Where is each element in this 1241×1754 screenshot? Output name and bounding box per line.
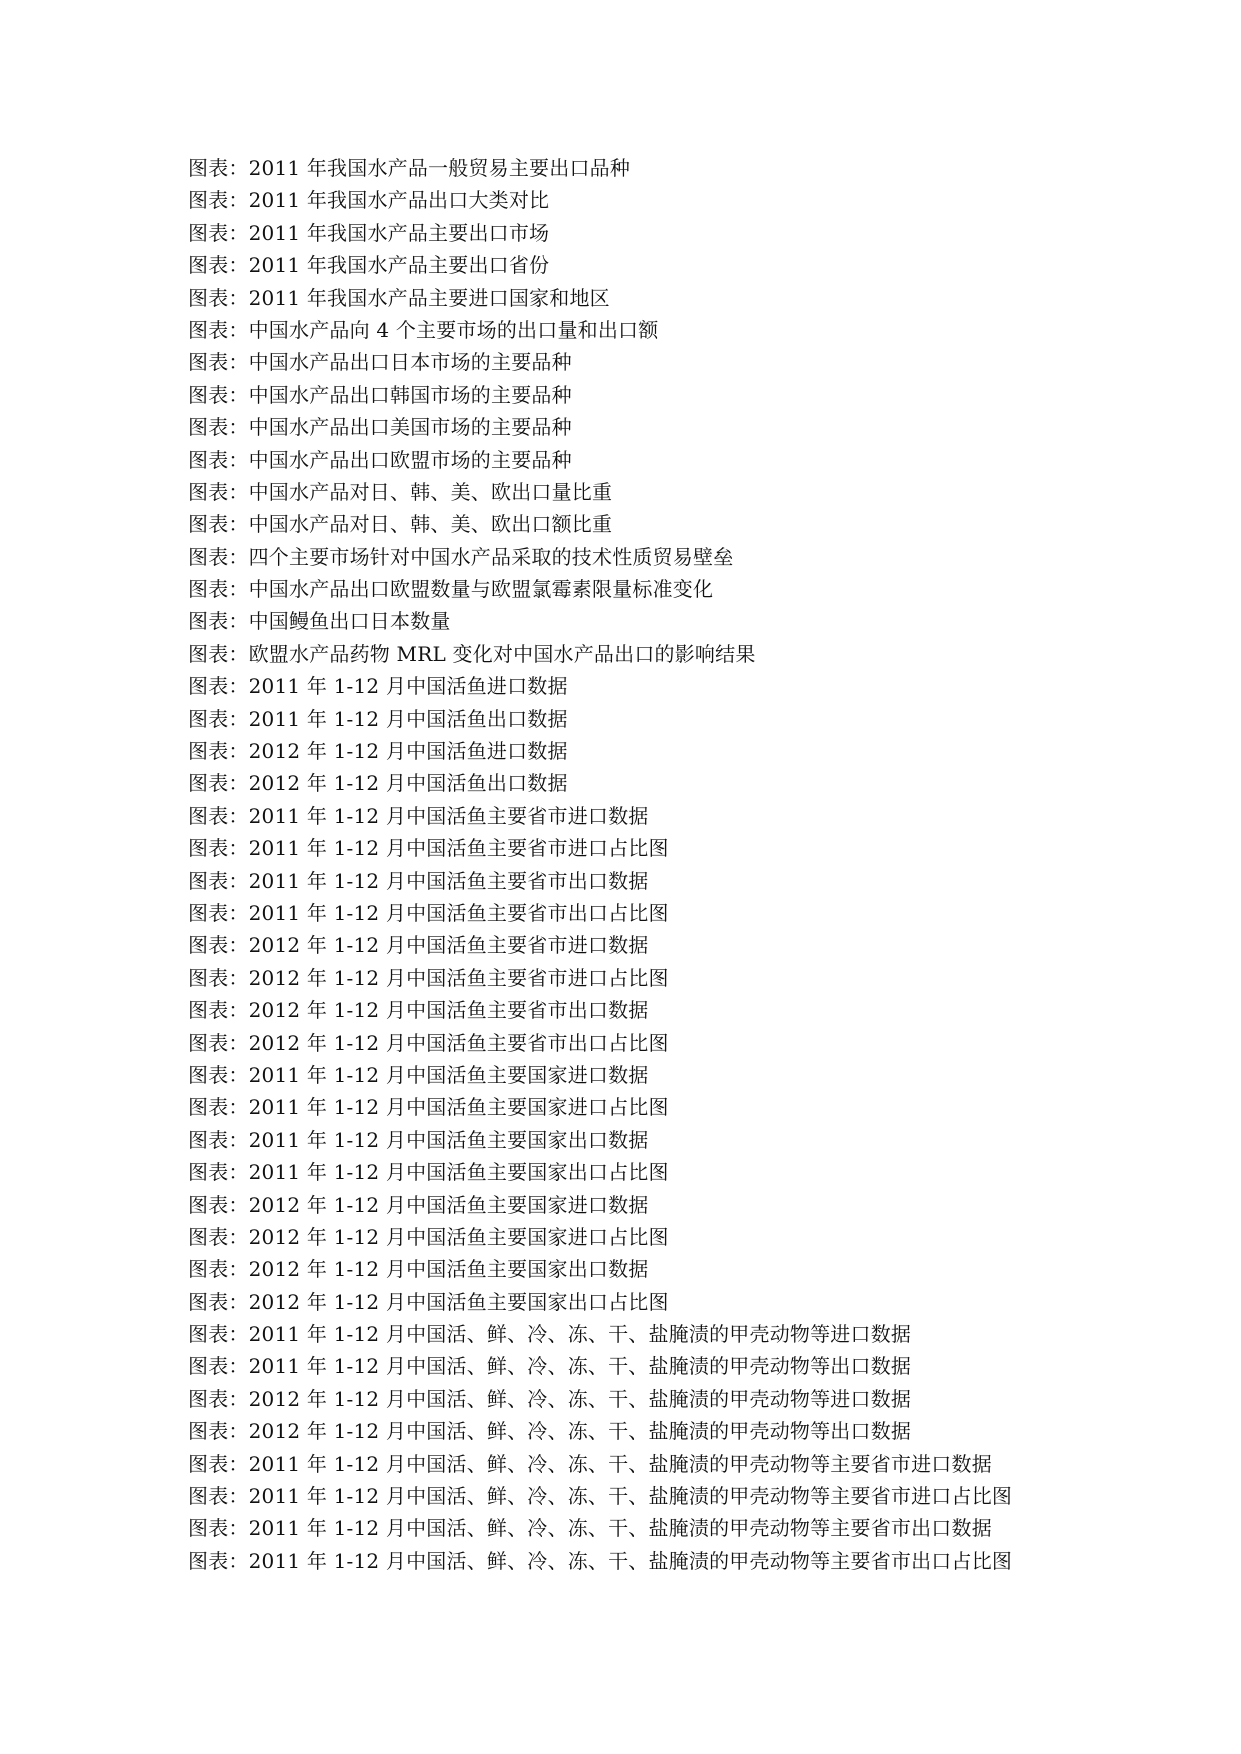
figure-list-item: 图表：2011 年 1-12 月中国活鱼进口数据: [188, 674, 568, 699]
figure-list-item: 图表：2011 年我国水产品主要出口市场: [188, 220, 550, 245]
figure-list-item: 图表：中国水产品对日、韩、美、欧出口额比重: [188, 512, 613, 537]
figure-list-item: 图表：2012 年 1-12 月中国活鱼主要省市出口占比图: [188, 1030, 669, 1055]
figure-list-item: 图表：2011 年 1-12 月中国活、鲜、冷、冻、干、盐腌渍的甲壳动物等主要省市进口占比图: [188, 1484, 1013, 1509]
figure-list-item: 图表：2011 年 1-12 月中国活鱼主要国家进口占比图: [188, 1095, 669, 1120]
figure-list-item: 图表：中国水产品出口韩国市场的主要品种: [188, 382, 572, 407]
figure-list-item: 图表：中国水产品出口欧盟市场的主要品种: [188, 447, 572, 472]
figure-list-item: 图表：2011 年 1-12 月中国活鱼主要省市进口占比图: [188, 836, 669, 861]
figure-list-item: 图表：2012 年 1-12 月中国活、鲜、冷、冻、干、盐腌渍的甲壳动物等进口数据: [188, 1386, 912, 1411]
figure-list: [188, 152, 1012, 1577]
figure-list-item: 图表：2011 年我国水产品主要出口省份: [188, 253, 550, 278]
figure-list-item: 图表：2011 年 1-12 月中国活鱼主要国家进口数据: [188, 1062, 649, 1087]
figure-list-item: 图表：欧盟水产品药物 MRL 变化对中国水产品出口的影响结果: [188, 641, 756, 666]
figure-list-item: 图表：中国水产品对日、韩、美、欧出口量比重: [188, 479, 613, 504]
figure-list-item: 图表：2011 年 1-12 月中国活鱼主要国家出口数据: [188, 1127, 649, 1152]
figure-list-item: 图表：四个主要市场针对中国水产品采取的技术性质贸易壁垒: [188, 544, 734, 569]
figure-list-item: 图表：2011 年 1-12 月中国活、鲜、冷、冻、干、盐腌渍的甲壳动物等主要省市进口数据: [188, 1451, 992, 1476]
figure-list-item: 图表：2011 年我国水产品出口大类对比: [188, 188, 550, 213]
figure-list-item: 图表：中国水产品出口欧盟数量与欧盟氯霉素限量标准变化: [188, 577, 714, 602]
figure-list-item: 图表：2012 年 1-12 月中国活鱼主要省市进口数据: [188, 933, 649, 958]
figure-list-item: 图表：2012 年 1-12 月中国活鱼主要省市出口数据: [188, 998, 649, 1023]
figure-list-item: 图表：2012 年 1-12 月中国活鱼主要国家出口占比图: [188, 1289, 669, 1314]
figure-list-item: 图表：2011 年 1-12 月中国活鱼主要省市进口数据: [188, 803, 649, 828]
figure-list-item: 图表：2011 年 1-12 月中国活鱼主要省市出口占比图: [188, 900, 669, 925]
figure-list-item: 图表：2012 年 1-12 月中国活鱼主要国家进口占比图: [188, 1224, 669, 1249]
figure-list-item: 图表：2012 年 1-12 月中国活鱼主要国家进口数据: [188, 1192, 649, 1217]
figure-list-item: 图表：2012 年 1-12 月中国活鱼主要省市进口占比图: [188, 965, 669, 990]
figure-list-item: 图表：2012 年 1-12 月中国活鱼进口数据: [188, 739, 568, 764]
figure-list-item: 图表：2011 年 1-12 月中国活、鲜、冷、冻、干、盐腌渍的甲壳动物等出口数据: [188, 1354, 912, 1379]
figure-list-item: 图表：2011 年我国水产品主要进口国家和地区: [188, 285, 610, 310]
figure-list-item: 图表：2011 年我国水产品一般贸易主要出口品种: [188, 156, 631, 180]
figure-list-item: 图表：中国鳗鱼出口日本数量: [188, 609, 451, 634]
figure-list-item: 图表：中国水产品出口日本市场的主要品种: [188, 350, 572, 375]
figure-list-item: 图表：2012 年 1-12 月中国活、鲜、冷、冻、干、盐腌渍的甲壳动物等出口数据: [188, 1419, 912, 1444]
figure-list-item: 图表：2012 年 1-12 月中国活鱼出口数据: [188, 771, 568, 796]
figure-list-item: 图表：2011 年 1-12 月中国活、鲜、冷、冻、干、盐腌渍的甲壳动物等主要省市出口占比图: [188, 1548, 1013, 1573]
figure-list-item: 图表：2011 年 1-12 月中国活鱼出口数据: [188, 706, 568, 731]
figure-list-item: 图表：2012 年 1-12 月中国活鱼主要国家出口数据: [188, 1257, 649, 1282]
figure-list-item: 图表：中国水产品出口美国市场的主要品种: [188, 415, 572, 440]
figure-list-item: 图表：2011 年 1-12 月中国活、鲜、冷、冻、干、盐腌渍的甲壳动物等主要省市出口数据: [188, 1516, 992, 1541]
figure-list-item: 图表：中国水产品向 4 个主要市场的出口量和出口额: [188, 317, 659, 342]
figure-list-item: 图表：2011 年 1-12 月中国活、鲜、冷、冻、干、盐腌渍的甲壳动物等进口数据: [188, 1322, 912, 1347]
figure-list-item: 图表：2011 年 1-12 月中国活鱼主要国家出口占比图: [188, 1160, 669, 1185]
figure-list-item: 图表：2011 年 1-12 月中国活鱼主要省市出口数据: [188, 868, 649, 893]
